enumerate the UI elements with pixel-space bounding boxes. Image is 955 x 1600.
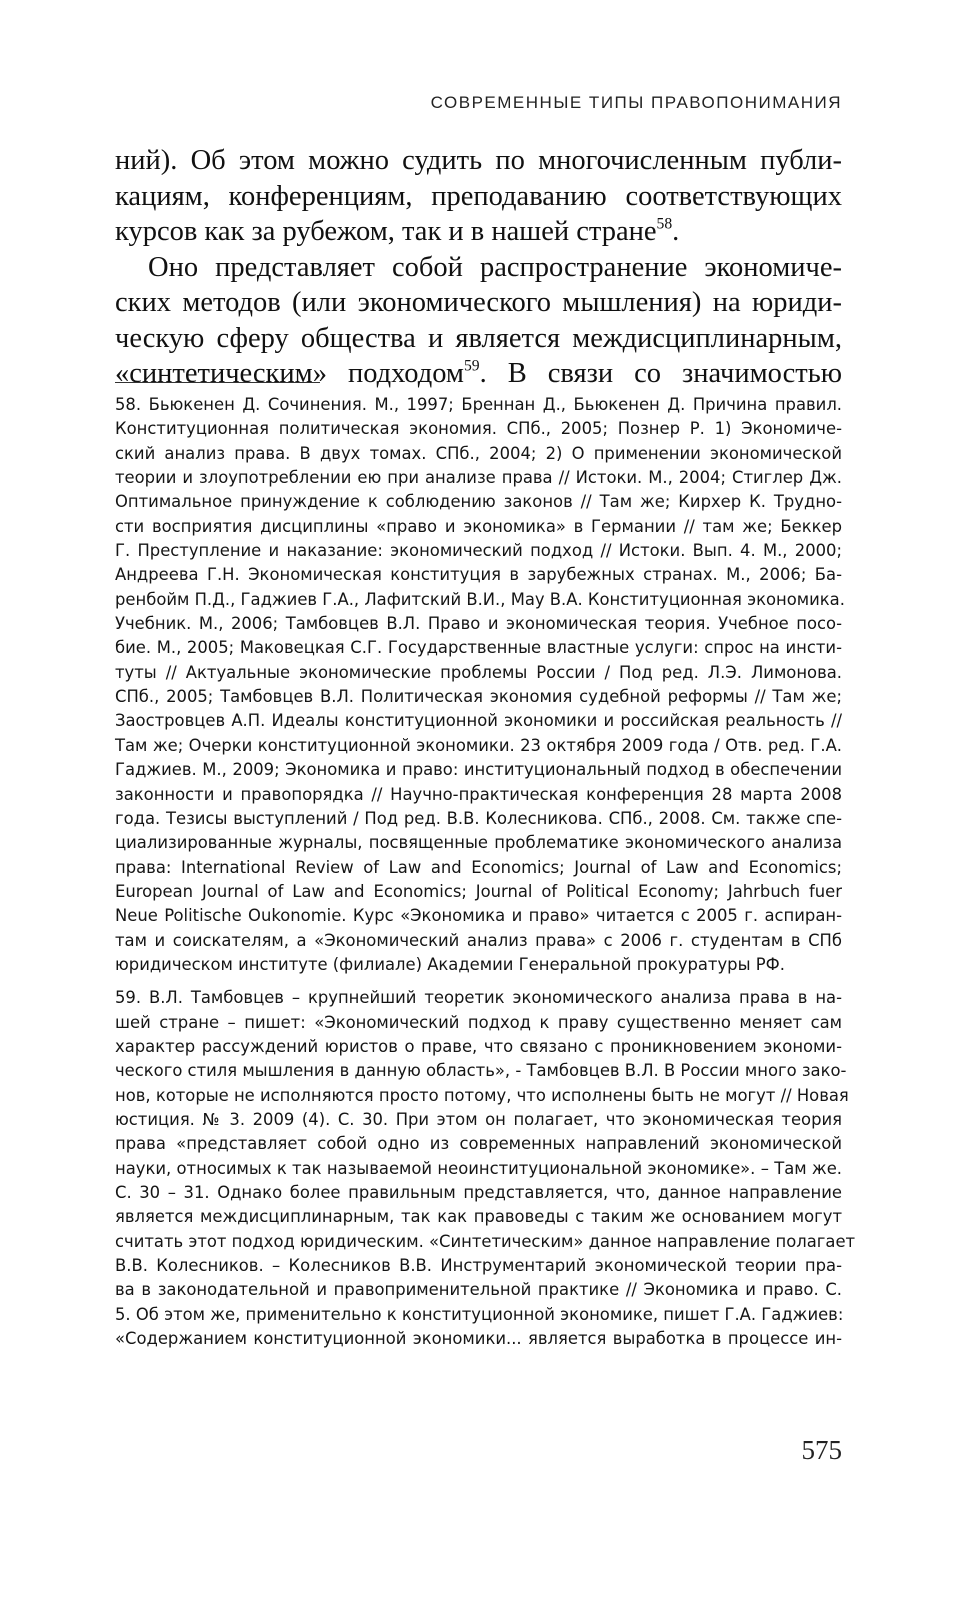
footnote-59 [115,986,856,1351]
footnote-line: Заостровцев А.П. Идеалы конституционной экономики и российская реальность // [115,711,842,731]
footnote-line: циализированные журналы, посвященные проблематике экономического анализа [115,833,842,853]
main-text-fragment: . В связи со значимостью [479,358,842,389]
footnote-line: права «представляет собой одно из современных направлений экономической [115,1134,842,1154]
footnote-line: С. 30 – 31. Однако более правильным представляется, что, данное направление [115,1183,842,1202]
main-text-line: Оно представляет собой распространение экономиче- [148,251,842,283]
footnote-line: законности и правопорядка // Научно-практическая конференция 28 марта 2008 [115,784,842,804]
main-text [115,143,842,392]
footnote-ref-59[interactable]: 59 [463,357,480,375]
footnote-line: Neue Politische Oukonomie. Курс «Экономика и право» читается с 2005 г. аспиран- [115,906,842,926]
main-text-fragment: курсов как за рубежом, так и в нашей стране [115,216,657,247]
footnote-line: В.В. Колесников. – Колесников В.В. Инструментарий экономической теории пра- [115,1256,842,1276]
running-head: СОВРЕМЕННЫЕ ТИПЫ ПРАВОПОНИМАНИЯ [430,93,842,112]
book-page [115,0,856,1600]
main-text-line [115,356,842,392]
footnote-line: права: International Review of Law and Economics; Journal of Law and Economics; [115,857,842,877]
footnote-line: 59. В.Л. Тамбовцев – крупнейший теоретик экономического анализа права в на- [115,988,842,1008]
footnote-line: Г. Преступление и наказание: экономический подход // Истоки. Вып. 4. М., 2000; [115,541,842,561]
footnote-line: шей стране – пишет: «Экономический подход к праву существенно меняет сам [115,1012,842,1032]
footnote-line: ва в законодательной и правоприменительной практике // Экономика и право. С. [115,1280,842,1300]
main-text-fragment: . [672,216,680,247]
footnote-line: «Содержанием конституционной экономики... является выработка в процессе ин- [115,1329,842,1349]
footnote-line: ческого стиля мышления в данную область», - Тамбовцев В.Л. В России много зако- [115,1061,847,1081]
footnote-line: сти восприятия дисциплины «право и экономика» в Германии // там же; Беккер [115,516,842,536]
footnote-line: 58. Бьюкенен Д. Сочинения. М., 1997; Бреннан Д., Бьюкенен Д. Причина правил. [115,395,842,414]
footnote-line: считать этот подход юридическим. «Синтетическим» данное направление полагает [115,1231,856,1251]
main-text-line [115,214,842,250]
footnote-line: Андреева Г.Н. Экономическая конституция в зарубежных странах. М., 2006; Ба- [115,565,842,585]
footnotes [115,393,856,1351]
footnote-gap [115,977,842,986]
footnote-line: года. Тезисы выступлений / Под ред. В.В. Колесникова. СПб., 2008. См. также спе- [115,808,842,828]
footnote-line: теории и злоупотреблении ею при анализе права // Истоки. М., 2004; Стиглер Дж. [115,468,842,488]
footnote-line: Гаджиев. М., 2009; Экономика и право: институциональный подход в обеспечении [115,760,842,780]
footnote-line: является междисциплинарным, так как правоведы с таким же основанием могут [115,1207,842,1227]
footnote-line: Оптимальное принуждение к соблюдению законов // Там же; Кирхер К. Трудно- [115,492,842,512]
footnote-ref-58[interactable]: 58 [656,215,673,233]
footnote-line: науки, относимых к так называемой неоинституциональной экономике». – Там же. [115,1158,842,1178]
footnote-line: характер рассуждений юристов о праве, что связано с проникновением экономи- [115,1036,842,1056]
main-text-line: ний). Об этом можно судить по многочисленным публи- [115,145,842,176]
footnote-line: ренбойм П.Д., Гаджиев Г.А., Лафитский В.И., Мау В.А. Конституционная экономика. [115,589,845,609]
footnote-line: СПб., 2005; Тамбовцев В.Л. Политическая экономия судебной реформы // Там же; [115,687,842,707]
footnote-line: ский анализ права. В двух томах. СПб., 2004; 2) О применении экономической [115,443,842,463]
main-text-line: кациям, конференциям, преподаванию соответствующих [115,180,842,212]
footnote-separator [115,382,320,383]
footnote-line: юстиция. № 3. 2009 (4). С. 30. При этом он полагает, что экономическая теория [115,1109,842,1129]
main-text-fragment: «синтетическим» подходом [115,358,464,389]
footnote-line: Там же; Очерки конституционной экономики. 23 октября 2009 года / Отв. ред. Г.А. [115,735,842,755]
footnote-line: туты // Актуальные экономические проблемы России / Под ред. Л.Э. Лимонова. [115,662,842,682]
main-text-line: ских методов (или экономического мышления) на юриди- [115,287,842,318]
footnote-line: Конституционная политическая экономия. СПб., 2005; Познер Р. 1) Экономиче- [115,419,842,439]
footnote-line: бие. М., 2005; Маковецкая С.Г. Государственные властные услуги: спрос на инсти- [115,638,842,658]
footnote-line: Учебник. М., 2006; Тамбовцев В.Л. Право и экономическая теория. Учебное посо- [115,614,842,634]
main-text-line: ческую сферу общества и является междисциплинарным, [115,322,842,354]
page-number: 575 [801,1435,842,1465]
footnote-line: 5. Об этом же, применительно к конституционной экономике, пишет Г.А. Гаджиев: [115,1304,844,1324]
footnote-58 [115,393,845,977]
footnote-line: European Journal of Law and Economics; Journal of Political Economy; Jahrbuch fuer [115,881,842,901]
footnote-line: там и соискателям, а «Экономический анализ права» с 2006 г. студентам в СПб [115,930,842,950]
footnote-line: нов, которые не исполняются просто потому, что исполнены быть не могут // Новая [115,1085,849,1105]
footnote-line: юридическом институте (филиале) Академии Генеральной прокуратуры РФ. [115,954,785,974]
